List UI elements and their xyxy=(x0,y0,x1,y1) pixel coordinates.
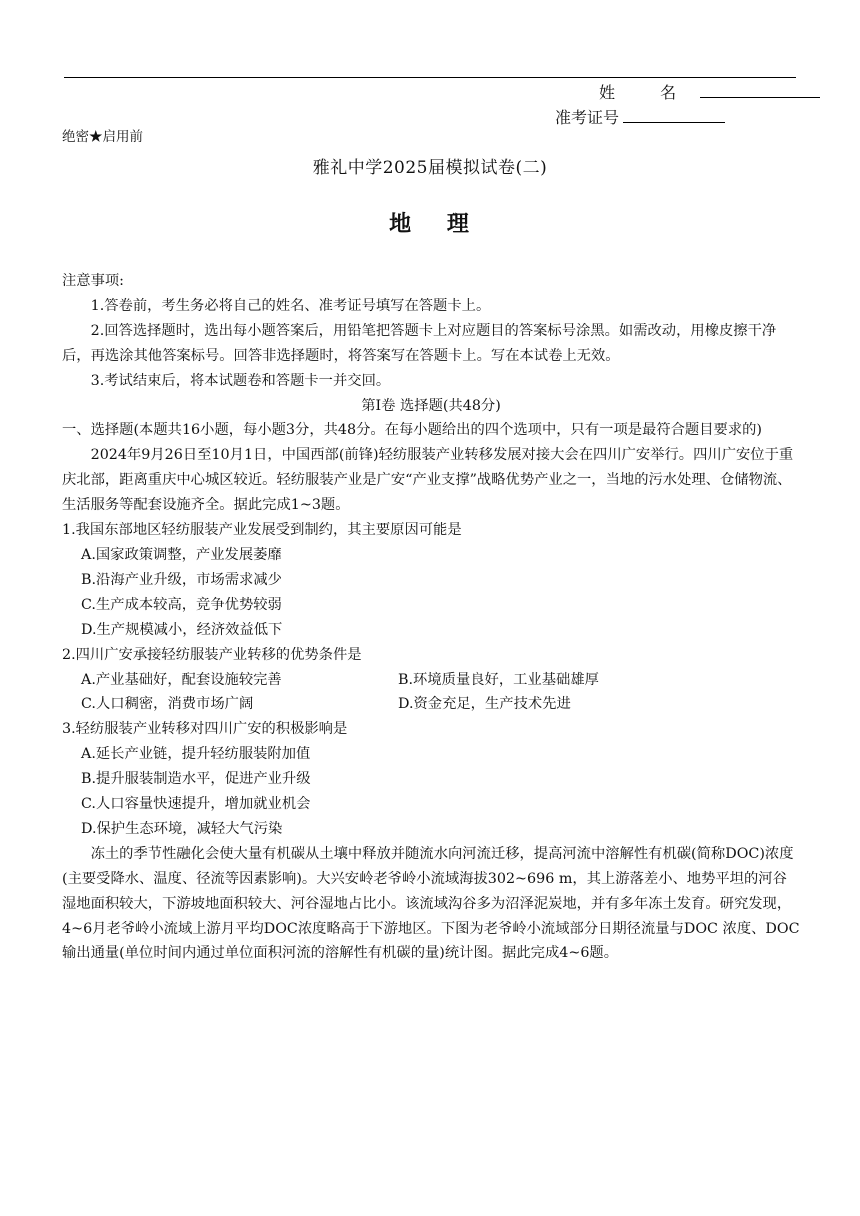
question-2-option-a: A.产业基础好，配套设施较完善 xyxy=(81,671,282,688)
name-blank[interactable] xyxy=(700,81,820,98)
exam-content xyxy=(62,269,800,966)
section-instruction: 一、选择题(本题共16小题，每小题3分，共48分。在每小题给出的四个选项中，只有一项是最符合题目要求的) xyxy=(62,422,762,439)
question-3-option-d: D.保护生态环境，减轻大气污染 xyxy=(81,820,283,837)
id-label: 准考证号 xyxy=(555,108,620,127)
passage-2: 冻土的季节性融化会使大量有机碳从土壤中释放并随流水向河流迁移，提高河流中溶解性有机碳(简称DOC)浓度(主要受降水、温度、径流等因素影响)。大兴安岭老爷岭小流域海拔302~696 m，其上游落差小、地势平坦的河谷湿地面积较大，下游坡地面积较大、河谷湿地占比小。该流域沟谷多为沼泽泥炭地，并有多年冻土发育。研究发现，4~6月老爷岭小流域上游月平均DOC浓度略高于下游地区。下图为老爷岭小流域部分日期径流量与DOC 浓度、DOC输出通量(单位时间内通过单位面积河流的溶解性有机碳的量)统计图。据此完成4~6题。 xyxy=(62,845,800,962)
question-2-option-c: C.人口稠密，消费市场广阔 xyxy=(81,696,254,713)
name-label: 姓 名 xyxy=(599,83,697,102)
question-2-option-d: D.资金充足，生产技术先进 xyxy=(398,696,571,713)
notes-title: 注意事项: xyxy=(62,273,125,289)
secret-label: 绝密★启用前 xyxy=(62,129,143,145)
subject-title: 地 理 xyxy=(389,212,483,237)
question-1-option-d: D.生产规模减小，经济效益低下 xyxy=(81,621,283,638)
question-2-options-row xyxy=(62,668,800,693)
note-item: 1.答卷前，考生务必将自己的姓名、准考证号填写在答题卡上。 xyxy=(90,297,491,314)
note-item: 3.考试结束后，将本试题卷和答题卡一并交回。 xyxy=(90,372,391,389)
question-3-option-a: A.延长产业链，提升轻纺服装附加值 xyxy=(81,746,311,763)
question-3-option-c: C.人口容量快速提升，增加就业机会 xyxy=(81,796,311,813)
header-rule xyxy=(64,77,796,78)
question-1-option-c: C.生产成本较高，竞争优势较弱 xyxy=(81,596,282,613)
question-1-stem: 1.我国东部地区轻纺服装产业发展受到制约，其主要原因可能是 xyxy=(62,522,462,539)
note-item: 2.回答选择题时，选出每小题答案后，用铅笔把答题卡上对应题目的答案标号涂黑。如需改动，用橡皮擦干净后，再选涂其他答案标号。回答非选择题时，将答案写在答题卡上。写在本试卷上无效。 xyxy=(62,322,777,364)
section-title: 第Ⅰ卷 选择题(共48分) xyxy=(361,397,501,414)
question-1-option-a: A.国家政策调整，产业发展萎靡 xyxy=(81,546,282,563)
name-field xyxy=(599,81,860,103)
passage-1: 2024年9月26日至10月1日，中国西部(前锋)轻纺服装产业转移发展对接大会在四川广安举行。四川广安位于重庆北部，距离重庆中心城区较近。轻纺服装产业是广安“产业支撑”战略优势产业之一，当地的污水处理、仓储物流、生活服务等配套设施齐全。据此完成1~3题。 xyxy=(62,447,794,514)
exam-title: 雅礼中学2025届模拟试卷(二) xyxy=(312,158,548,178)
question-2-options-row xyxy=(62,692,800,717)
question-2-stem: 2.四川广安承接轻纺服装产业转移的优势条件是 xyxy=(62,646,362,663)
id-blank[interactable] xyxy=(623,106,725,123)
id-field xyxy=(555,106,860,128)
question-1-option-b: B.沿海产业升级，市场需求减少 xyxy=(81,571,282,588)
question-3-stem: 3.轻纺服装产业转移对四川广安的积极影响是 xyxy=(62,721,348,738)
question-3-option-b: B.提升服装制造水平，促进产业升级 xyxy=(81,771,311,788)
question-2-option-b: B.环境质量良好，工业基础雄厚 xyxy=(398,671,599,688)
